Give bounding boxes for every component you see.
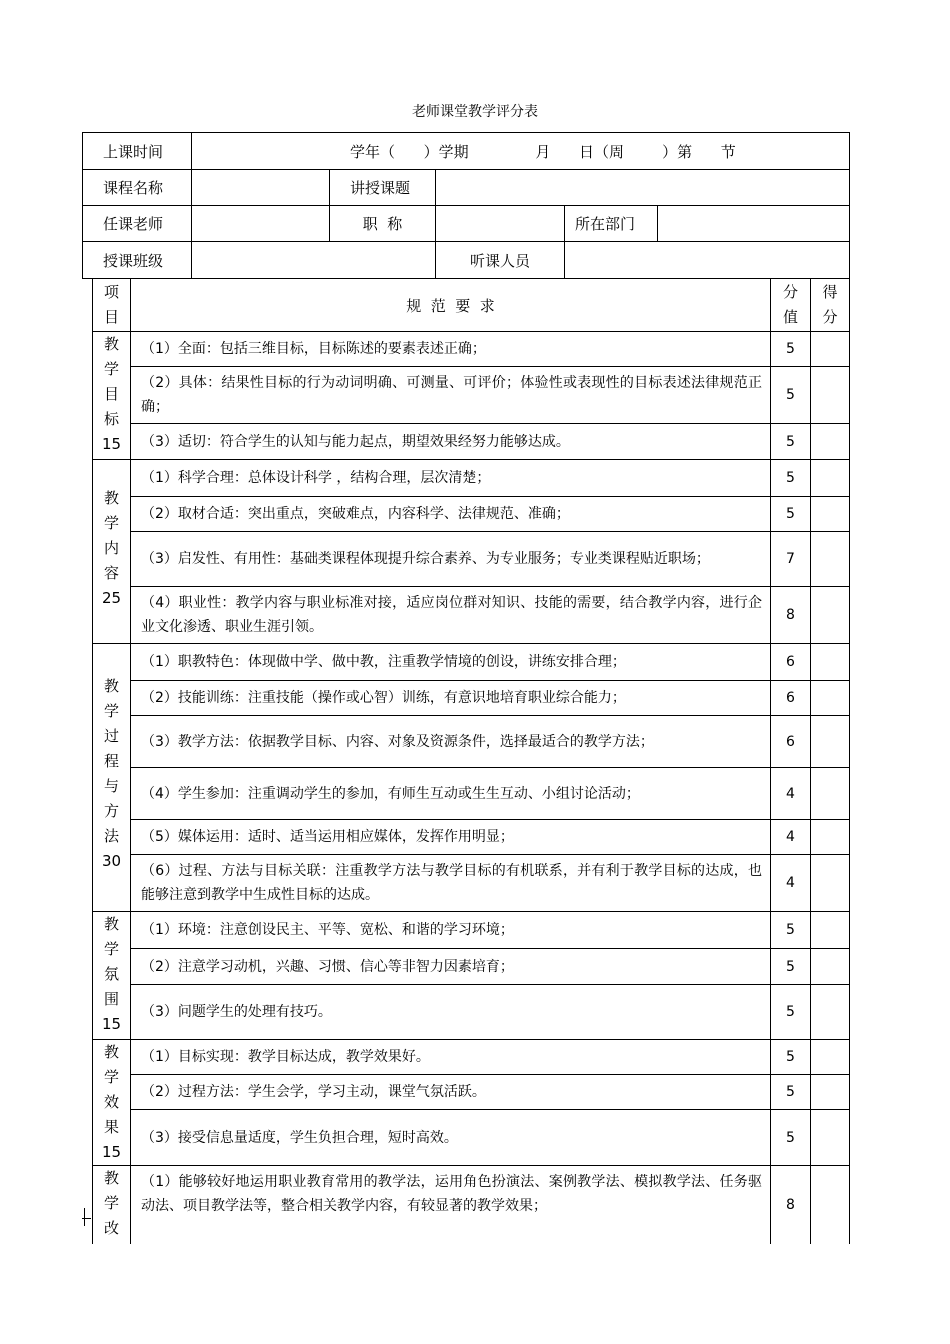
criterion-points: 5 [771, 1040, 811, 1075]
score-field[interactable] [811, 587, 850, 644]
department-field[interactable] [658, 206, 850, 242]
criterion-points: 6 [771, 716, 811, 768]
category-teaching-effect: 教 学 效 果 15 [93, 1040, 131, 1166]
rank-label: 职 称 [330, 206, 436, 242]
criterion-row: （3）接受信息量适度，学生负担合理，短时高效。 [131, 1110, 771, 1166]
category-teaching-process: 教 学 过 程 与 方 法 30 [93, 644, 131, 912]
criterion-row: （2）过程方法：学生会学，学习主动，课堂气氛活跃。 [131, 1075, 771, 1110]
criterion-row: （1）科学合理：总体设计科学 ，结构合理，层次清楚； [131, 460, 771, 497]
score-field[interactable] [811, 424, 850, 460]
observer-field[interactable] [565, 242, 850, 279]
class-label: 授课班级 [83, 242, 192, 279]
criterion-points: 5 [771, 367, 811, 424]
topic-field[interactable] [436, 170, 850, 206]
criterion-points: 6 [771, 681, 811, 716]
score-field[interactable] [811, 949, 850, 985]
category-teaching-goals: 教 学 目 标 15 [93, 332, 131, 460]
criterion-row: （1）能够较好地运用职业教育常用的教学法，运用角色扮演法、案例教学法、模拟教学法、任务驱动法、项目教学法等，整合相关教学内容，有较显著的教学效果； [131, 1166, 771, 1244]
criterion-points: 5 [771, 1110, 811, 1166]
page-edge-mark [84, 1208, 85, 1226]
criterion-points: 4 [771, 820, 811, 855]
criterion-points: 8 [771, 1166, 811, 1244]
criterion-row: （4）职业性：教学内容与职业标准对接，适应岗位群对知识、技能的需要，结合教学内容，进行企业文化渗透、职业生涯引领。 [131, 587, 771, 644]
score-field[interactable] [811, 367, 850, 424]
class-time-label: 上课时间 [83, 133, 192, 170]
score-field[interactable] [811, 855, 850, 912]
score-field[interactable] [811, 681, 850, 716]
criterion-row: （1）全面：包括三维目标，目标陈述的要素表述正确； [131, 332, 771, 367]
topic-label: 讲授课题 [330, 170, 436, 206]
criterion-points: 5 [771, 912, 811, 949]
category-teaching-atmosphere: 教 学 氛 围 15 [93, 912, 131, 1040]
criterion-points: 5 [771, 1075, 811, 1110]
score-field[interactable] [811, 768, 850, 820]
criterion-points: 8 [771, 587, 811, 644]
criterion-row: （2）具体：结果性目标的行为动词明确、可测量、可评价；体验性或表现性的目标表述法律规范正确； [131, 367, 771, 424]
score-field[interactable] [811, 820, 850, 855]
score-field[interactable] [811, 716, 850, 768]
rank-field[interactable] [436, 206, 565, 242]
score-field[interactable] [811, 985, 850, 1040]
score-field[interactable] [811, 912, 850, 949]
criterion-row: （2）取材合适：突出重点，突破难点，内容科学、法律规范、准确； [131, 497, 771, 532]
criterion-row: （5）媒体运用：适时、适当运用相应媒体，发挥作用明显； [131, 820, 771, 855]
criterion-row: （3）适切：符合学生的认知与能力起点，期望效果经努力能够达成。 [131, 424, 771, 460]
criterion-points: 4 [771, 855, 811, 912]
criterion-points: 5 [771, 985, 811, 1040]
criterion-points: 5 [771, 460, 811, 497]
criterion-points: 5 [771, 949, 811, 985]
score-field[interactable] [811, 1040, 850, 1075]
class-field[interactable] [192, 242, 436, 279]
criterion-row: （1）环境：注意创设民主、平等、宽松、和谐的学习环境； [131, 912, 771, 949]
score-field[interactable] [811, 1166, 850, 1244]
score-field[interactable] [811, 644, 850, 681]
criterion-row: （2）注意学习动机，兴趣、习惯、信心等非智力因素培育； [131, 949, 771, 985]
score-field[interactable] [811, 497, 850, 532]
header-item: 项 目 [93, 279, 131, 332]
criterion-row: （1）职教特色：体现做中学、做中教，注重教学情境的创设，讲练安排合理； [131, 644, 771, 681]
criteria-table [92, 278, 850, 1244]
header-requirements: 规 范 要 求 [131, 279, 771, 332]
class-time-value: 学年（ ）学期 月 日（周 ）第 节 [192, 133, 850, 170]
score-field[interactable] [811, 332, 850, 367]
score-field[interactable] [811, 1075, 850, 1110]
criterion-points: 4 [771, 768, 811, 820]
header-points: 分 值 [771, 279, 811, 332]
criterion-row: （3）启发性、有用性：基础类课程体现提升综合素养、为专业服务；专业类课程贴近职场； [131, 532, 771, 587]
page-title: 老师课堂教学评分表 [412, 104, 538, 120]
department-label: 所在部门 [565, 206, 658, 242]
criterion-points: 5 [771, 424, 811, 460]
info-table [82, 132, 850, 279]
score-field[interactable] [811, 460, 850, 497]
criterion-points: 5 [771, 332, 811, 367]
score-field[interactable] [811, 532, 850, 587]
criterion-points: 6 [771, 644, 811, 681]
criterion-row: （3）教学方法：依据教学目标、内容、对象及资源条件，选择最适合的教学方法； [131, 716, 771, 768]
criterion-points: 5 [771, 497, 811, 532]
criterion-row: （4）学生参加：注重调动学生的参加，有师生互动或生生互动、小组讨论活动； [131, 768, 771, 820]
criterion-row: （1）目标实现：教学目标达成，教学效果好。 [131, 1040, 771, 1075]
course-name-label: 课程名称 [83, 170, 192, 206]
header-score: 得 分 [811, 279, 850, 332]
category-teaching-content: 教 学 内 容 25 [93, 460, 131, 644]
teacher-field[interactable] [192, 206, 330, 242]
criterion-row: （6）过程、方法与目标关联：注重教学方法与教学目标的有机联系，并有利于教学目标的达成，也能够注意到教学中生成性目标的达成。 [131, 855, 771, 912]
category-teaching-reform: 教 学 改 [93, 1166, 131, 1244]
course-name-field[interactable] [192, 170, 330, 206]
criterion-row: （2）技能训练：注重技能（操作或心智）训练，有意识地培育职业综合能力； [131, 681, 771, 716]
criterion-points: 7 [771, 532, 811, 587]
criterion-row: （3）问题学生的处理有技巧。 [131, 985, 771, 1040]
teacher-label: 任课老师 [83, 206, 192, 242]
score-field[interactable] [811, 1110, 850, 1166]
observer-label: 听课人员 [436, 242, 565, 279]
